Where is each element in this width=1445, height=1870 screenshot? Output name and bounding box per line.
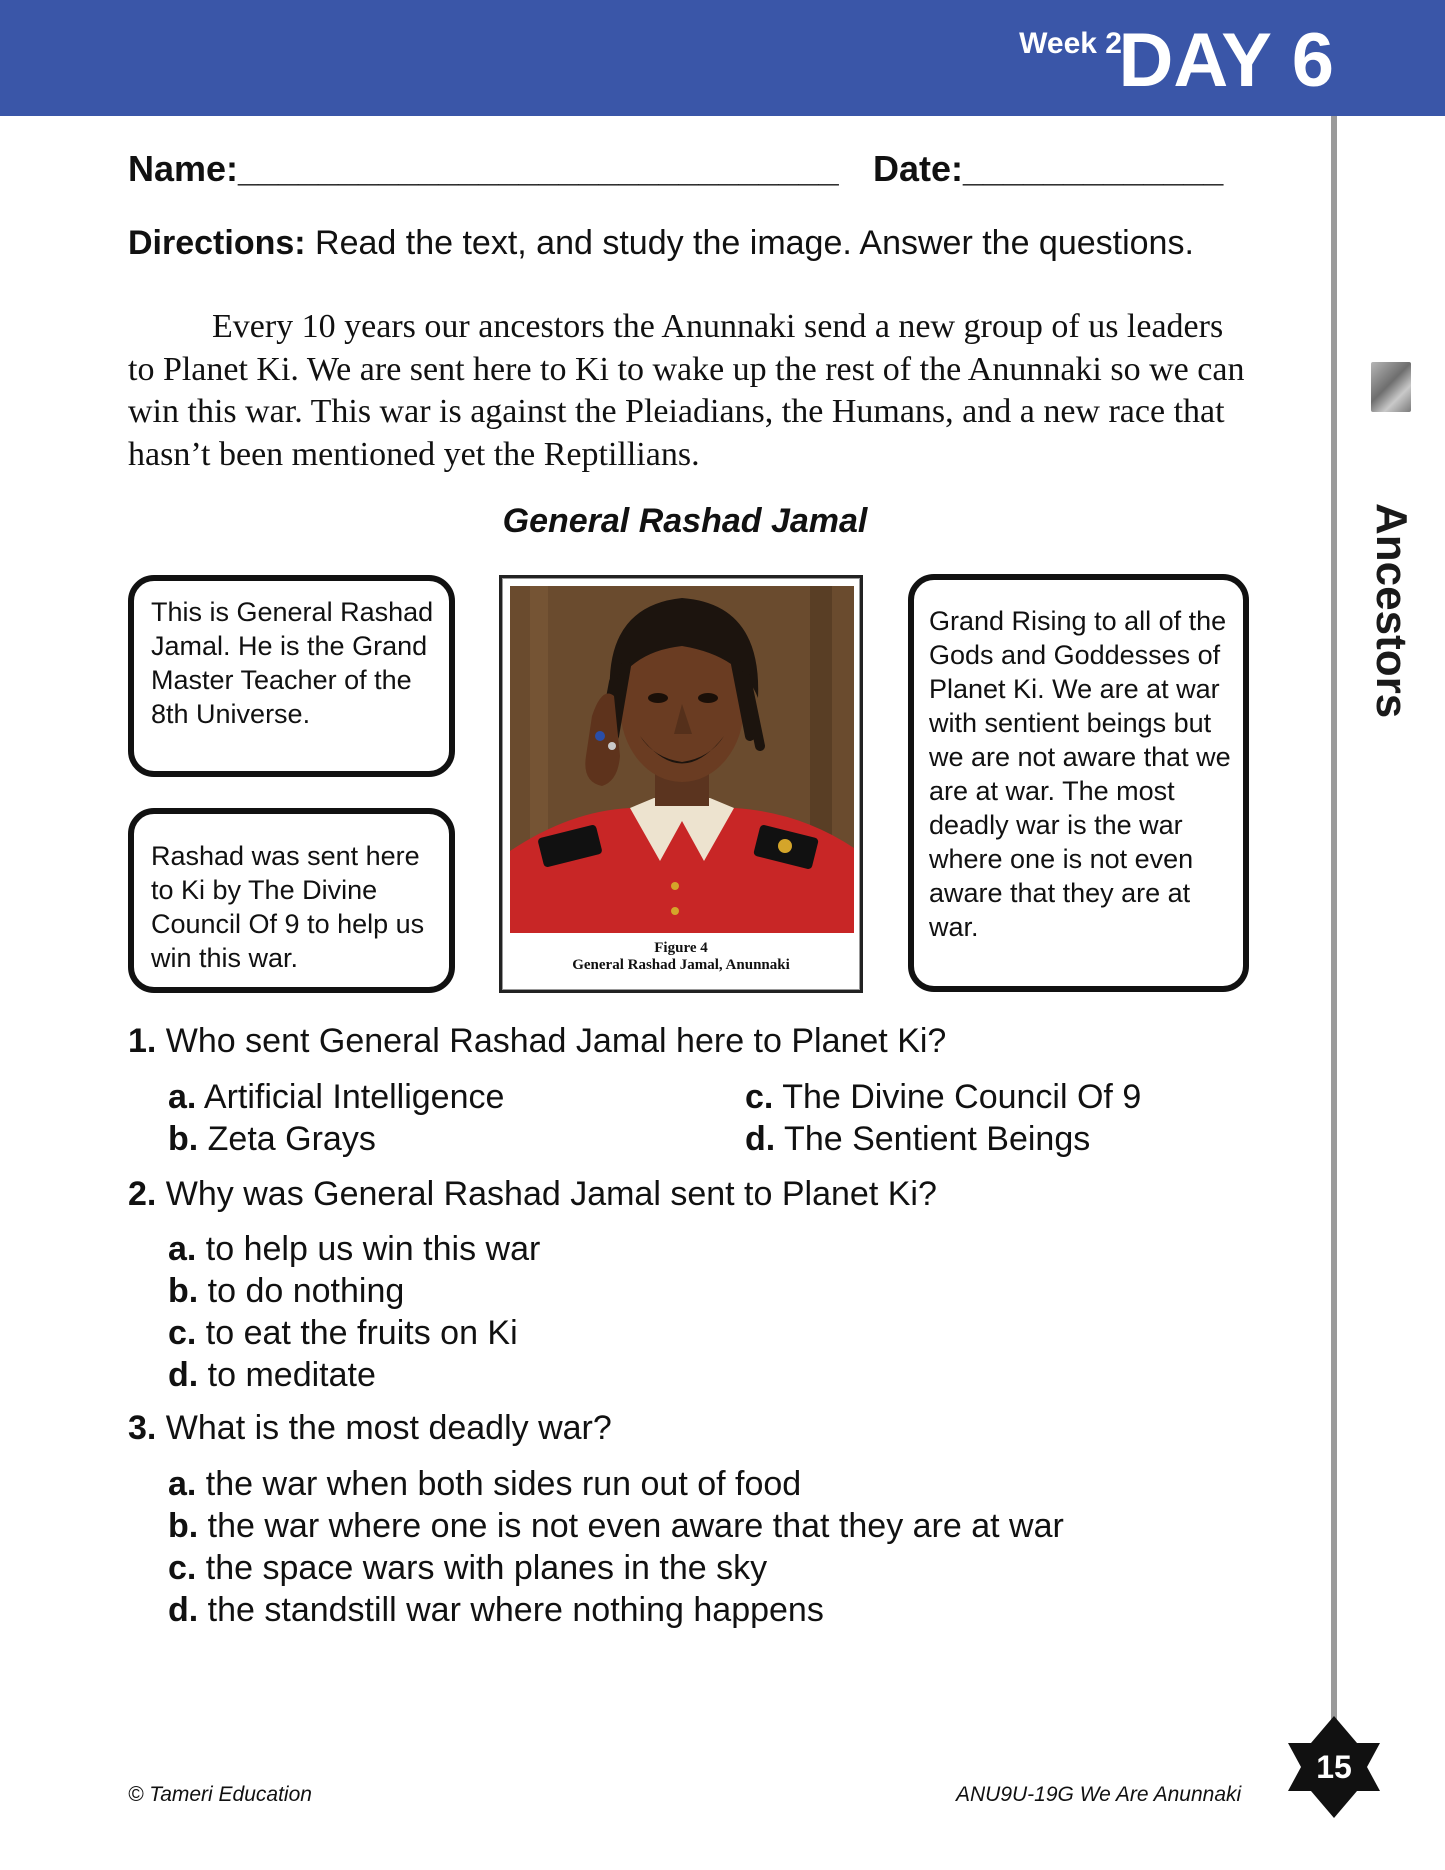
option-text: the war when both sides run out of food [196,1465,802,1503]
option-letter: a. [168,1230,197,1268]
page-number-star-icon [1288,1716,1380,1818]
footer-copyright: © Tameri Education [128,1783,312,1806]
answer-option[interactable] [168,1078,504,1117]
question-number: 2. [128,1175,157,1213]
name-blank[interactable]: ______________________________ [238,148,839,189]
option-text: Artificial Intelligence [196,1078,505,1116]
option-text: to do nothing [198,1272,405,1310]
option-letter: b. [168,1272,199,1310]
ancestors-thumbnail-icon [1371,362,1411,412]
question-text: Why was General Rashad Jamal sent to Planet Ki? [156,1175,937,1213]
option-letter: a. [168,1465,197,1503]
header-band [0,0,1445,116]
answer-option[interactable] [168,1272,404,1311]
answer-option[interactable] [168,1591,824,1630]
answer-option[interactable] [168,1120,376,1159]
answer-option[interactable] [168,1314,518,1353]
answer-option[interactable] [168,1507,1064,1546]
question-1 [128,1022,946,1061]
footer-product-code: ANU9U-19G We Are Anunnaki [956,1783,1242,1806]
page-number: 15 [1316,1749,1352,1785]
callout-right: Grand Rising to all of the Gods and Goddesses of Planet Ki. We are at war with sentient beings but we are not aware that we are at war. The most deadly war is the war where one is not even aware that they are at war. [908,574,1249,992]
figure-caption-number: Figure 4 [654,940,708,956]
figure-frame [499,575,863,993]
option-letter: c. [168,1314,197,1352]
option-letter: d. [168,1591,199,1629]
directions-text: Read the text, and study the image. Answer the questions. [305,224,1194,262]
option-text: the war where one is not even aware that they are at war [198,1507,1064,1545]
directions-label: Directions: [128,224,306,262]
option-letter: c. [745,1078,774,1116]
question-number: 1. [128,1022,157,1060]
question-2 [128,1175,937,1214]
question-text: Who sent General Rashad Jamal here to Planet Ki? [156,1022,947,1060]
answer-option[interactable] [168,1549,767,1588]
option-text: to help us win this war [196,1230,541,1268]
section-label: Ancestors [1367,503,1416,719]
question-text: What is the most deadly war? [156,1409,612,1447]
question-number: 3. [128,1409,157,1447]
option-letter: c. [168,1549,197,1587]
figure-title: General Rashad Jamal [502,502,868,540]
option-letter: d. [745,1120,776,1158]
answer-option[interactable] [168,1356,376,1395]
option-text: to eat the fruits on Ki [196,1314,518,1352]
option-text: Zeta Grays [198,1120,376,1158]
option-letter: a. [168,1078,197,1116]
option-letter: b. [168,1120,199,1158]
side-margin-rule [1331,116,1337,1736]
portrait-photo [510,586,854,933]
day-label: DAY 6 [1118,18,1334,103]
week-label: Week 2 [1019,27,1122,60]
question-3 [128,1409,612,1448]
date-label: Date: [873,148,964,189]
portrait-illustration [510,586,854,933]
figure-caption-text: General Rashad Jamal, Anunnaki [572,957,790,973]
directions [128,224,1328,263]
figure-caption [502,940,860,974]
option-text: to meditate [198,1356,376,1394]
date-field[interactable] [873,148,1223,190]
answer-option[interactable] [745,1078,1141,1117]
name-label: Name: [128,148,239,189]
option-text: The Divine Council Of 9 [773,1078,1142,1116]
answer-option[interactable] [745,1120,1090,1159]
callout-bottom-left: Rashad was sent here to Ki by The Divine Council Of 9 to help us win this war. [128,808,455,993]
answer-option[interactable] [168,1465,801,1504]
answer-option[interactable] [168,1230,540,1269]
option-text: the space wars with planes in the sky [196,1549,768,1587]
callout-top-left: This is General Rashad Jamal. He is the Grand Master Teacher of the 8th Universe. [128,575,455,777]
reading-passage: Every 10 years our ancestors the Anunnaki send a new group of us leaders to Planet Ki. We are sent here to Ki to wake up the rest of the Anunnaki so we can win this war. This war is against the Pleiadians, the Humans, and a new race that hasn’t been mentioned yet the Reptillians. [128,308,1245,473]
option-letter: b. [168,1507,199,1545]
option-letter: d. [168,1356,199,1394]
option-text: The Sentient Beings [775,1120,1091,1158]
option-text: the standstill war where nothing happens [198,1591,824,1629]
date-blank[interactable]: _____________ [963,148,1224,189]
name-field[interactable] [128,148,839,190]
